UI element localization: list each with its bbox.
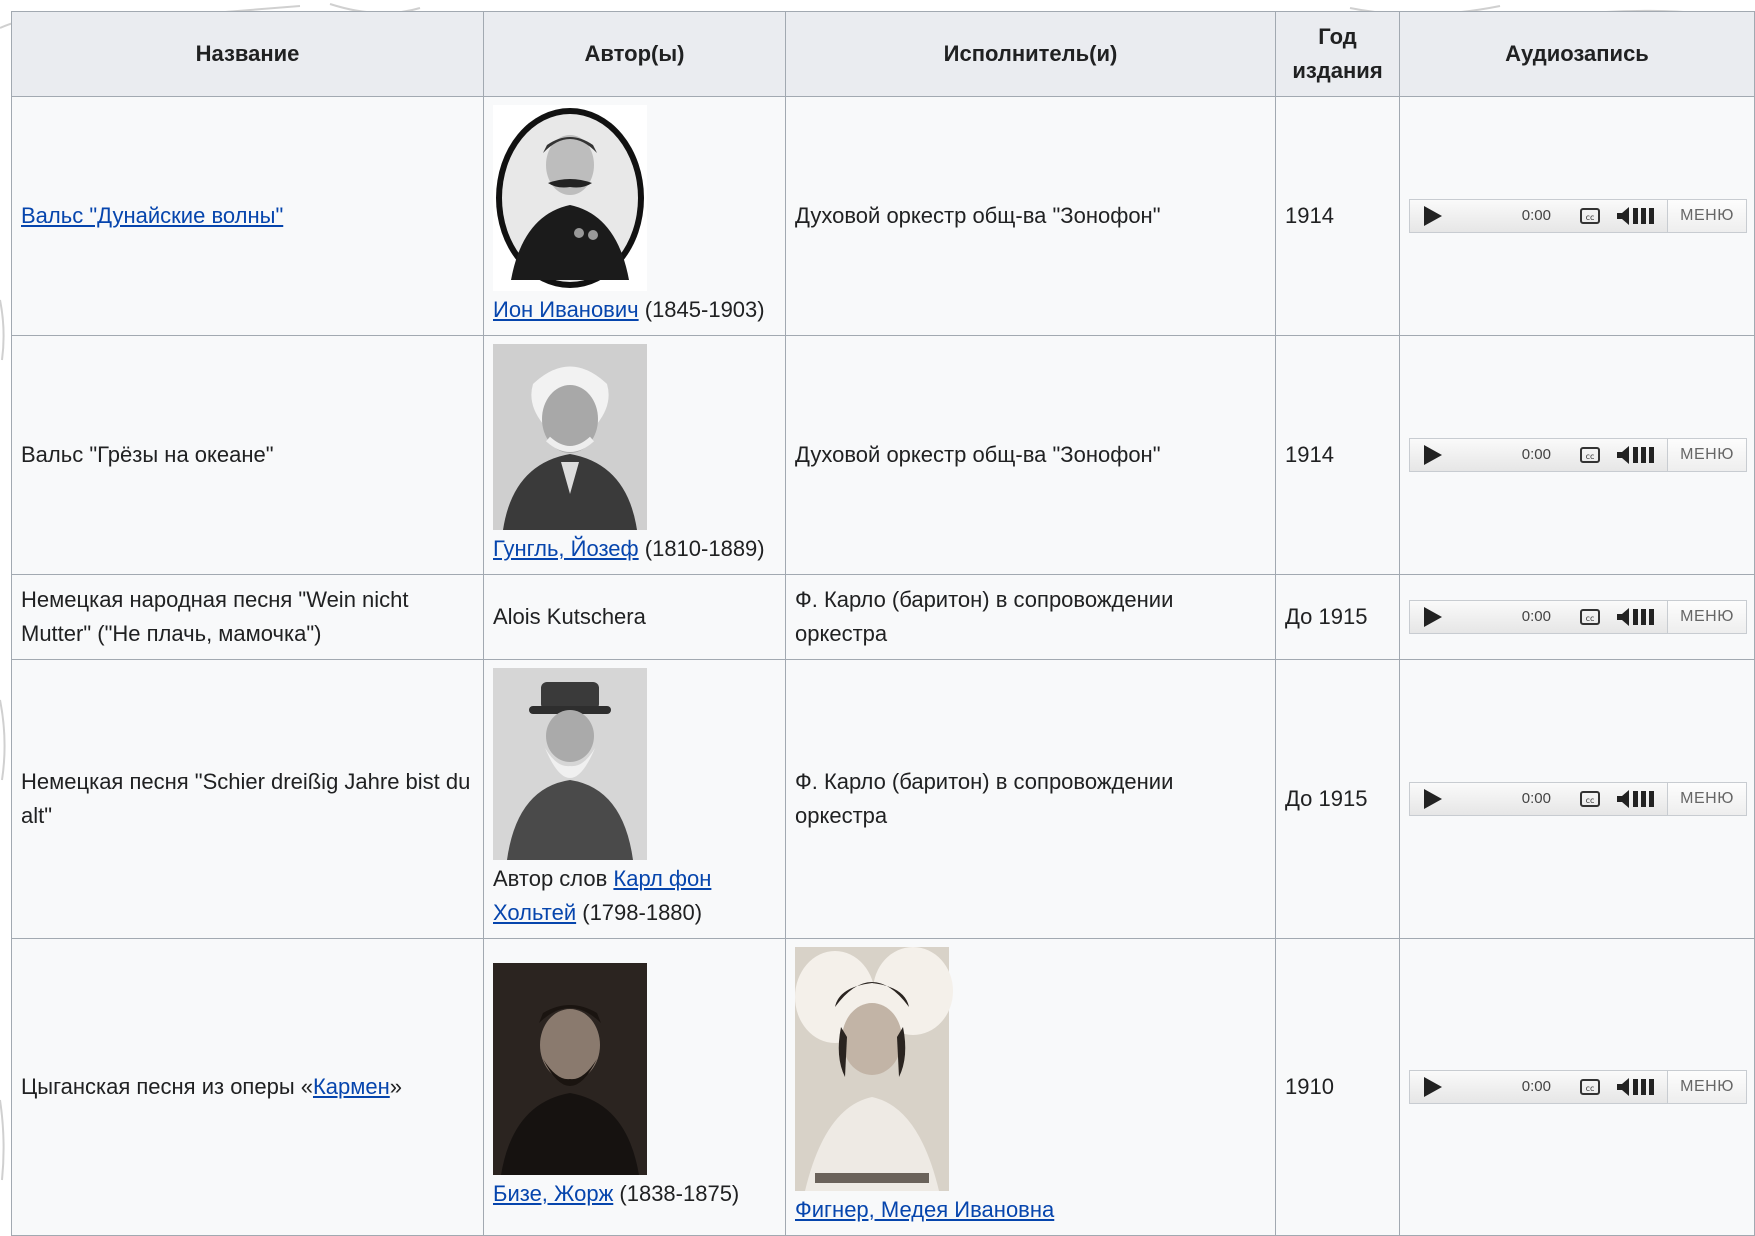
- player-menu-button[interactable]: МЕНЮ: [1667, 200, 1746, 232]
- svg-text:cc: cc: [1585, 452, 1595, 461]
- play-icon[interactable]: [1410, 1071, 1454, 1103]
- svg-text:cc: cc: [1585, 614, 1595, 623]
- table-row: [12, 97, 1755, 336]
- volume-icon[interactable]: [1615, 786, 1661, 812]
- performer-cell: Духовой оркестр общ-ва "Зонофон": [786, 336, 1276, 575]
- table-row: [12, 336, 1755, 575]
- closed-captions-icon[interactable]: [1579, 608, 1601, 626]
- column-header-year[interactable]: [1276, 12, 1400, 97]
- performer-portrait[interactable]: [795, 947, 949, 1191]
- header-row: [12, 12, 1755, 97]
- playback-time: 0:00: [1521, 446, 1551, 463]
- volume-icon[interactable]: [1615, 604, 1661, 630]
- author-years: (1798-1880): [576, 900, 703, 925]
- column-header-authors[interactable]: Автор(ы): [484, 12, 786, 97]
- volume-icon[interactable]: [1615, 1074, 1661, 1100]
- year-header-line2: издания: [1292, 58, 1383, 83]
- year-cell: До 1915: [1276, 575, 1400, 660]
- play-icon[interactable]: [1410, 601, 1454, 633]
- lyricist-portrait[interactable]: [493, 668, 647, 860]
- column-header-title[interactable]: Название: [12, 12, 484, 97]
- year-header-line1: Год: [1318, 24, 1357, 49]
- audio-cell: [1400, 97, 1755, 336]
- author-cell: [484, 939, 786, 1236]
- year-cell: До 1915: [1276, 660, 1400, 939]
- title-suffix: »: [389, 1074, 403, 1099]
- year-cell: 1910: [1276, 939, 1400, 1236]
- column-header-performers[interactable]: Исполнитель(и): [786, 12, 1276, 97]
- audio-cell: [1400, 660, 1755, 939]
- play-icon[interactable]: [1410, 200, 1454, 232]
- title-cell: Немецкая народная песня "Wein nicht Mutter" ("Не плачь, мамочка"): [12, 575, 484, 660]
- playback-time: 0:00: [1521, 790, 1551, 807]
- audio-cell: [1400, 575, 1755, 660]
- play-icon[interactable]: [1410, 783, 1454, 815]
- closed-captions-icon[interactable]: [1579, 446, 1601, 464]
- audio-cell: [1400, 939, 1755, 1236]
- table-container: [11, 11, 1754, 1222]
- year-cell: 1914: [1276, 97, 1400, 336]
- volume-icon[interactable]: [1615, 203, 1661, 229]
- closed-captions-icon[interactable]: [1579, 207, 1601, 225]
- closed-captions-icon[interactable]: [1579, 790, 1601, 808]
- table-row: [12, 575, 1755, 660]
- author-link[interactable]: Бизе, Жорж: [493, 1181, 614, 1206]
- volume-icon[interactable]: [1615, 442, 1661, 468]
- playback-time: 0:00: [1521, 608, 1551, 625]
- performer-cell: Ф. Карло (баритон) в сопровождении оркестра: [786, 660, 1276, 939]
- svg-text:cc: cc: [1585, 796, 1595, 805]
- author-years: (1845-1903): [638, 297, 765, 322]
- year-cell: 1914: [1276, 336, 1400, 575]
- table-row: [12, 660, 1755, 939]
- performer-cell: Ф. Карло (баритон) в сопровождении оркестра: [786, 575, 1276, 660]
- title-cell: [12, 97, 484, 336]
- author-link[interactable]: Гунгль, Йозеф: [493, 536, 639, 561]
- title-link[interactable]: Вальс "Дунайские волны": [21, 203, 284, 228]
- performer-link[interactable]: Фигнер, Медея Ивановна: [795, 1197, 1055, 1222]
- author-cell: [484, 97, 786, 336]
- author-cell: [484, 660, 786, 939]
- column-header-audio[interactable]: Аудиозапись: [1400, 12, 1755, 97]
- playback-time: 0:00: [1521, 207, 1551, 224]
- opera-link[interactable]: Кармен: [312, 1074, 390, 1099]
- author-years: (1810-1889): [638, 536, 765, 561]
- svg-text:cc: cc: [1585, 213, 1595, 222]
- author-years: (1838-1875): [613, 1181, 740, 1206]
- title-prefix: Цыганская песня из оперы «: [21, 1074, 313, 1099]
- author-cell: Alois Kutschera: [484, 575, 786, 660]
- audio-cell: [1400, 336, 1755, 575]
- author-prefix: Автор слов: [493, 866, 614, 891]
- composer-portrait[interactable]: [493, 344, 647, 530]
- audio-player: [1409, 1070, 1747, 1104]
- player-menu-button[interactable]: МЕНЮ: [1667, 439, 1746, 471]
- audio-player: [1409, 600, 1747, 634]
- title-cell: [12, 939, 484, 1236]
- composer-portrait[interactable]: [493, 963, 647, 1175]
- performer-cell: Духовой оркестр общ-ва "Зонофон": [786, 97, 1276, 336]
- performer-cell: [786, 939, 1276, 1236]
- table-row: [12, 939, 1755, 1236]
- title-cell: Вальс "Грёзы на океане": [12, 336, 484, 575]
- player-menu-button[interactable]: МЕНЮ: [1667, 1071, 1746, 1103]
- svg-text:cc: cc: [1585, 1084, 1595, 1093]
- author-cell: [484, 336, 786, 575]
- title-cell: Немецкая песня "Schier dreißig Jahre bist du alt": [12, 660, 484, 939]
- player-menu-button[interactable]: МЕНЮ: [1667, 783, 1746, 815]
- recordings-table: [11, 11, 1755, 1236]
- composer-portrait-oval[interactable]: [493, 105, 647, 291]
- playback-time: 0:00: [1521, 1078, 1551, 1095]
- audio-player: [1409, 199, 1747, 233]
- author-link[interactable]: Ион Иванович: [493, 297, 639, 322]
- author-link[interactable]: Карл фон Хольтей: [493, 866, 712, 925]
- play-icon[interactable]: [1410, 439, 1454, 471]
- audio-player: [1409, 438, 1747, 472]
- player-menu-button[interactable]: МЕНЮ: [1667, 601, 1746, 633]
- closed-captions-icon[interactable]: [1579, 1078, 1601, 1096]
- audio-player: [1409, 782, 1747, 816]
